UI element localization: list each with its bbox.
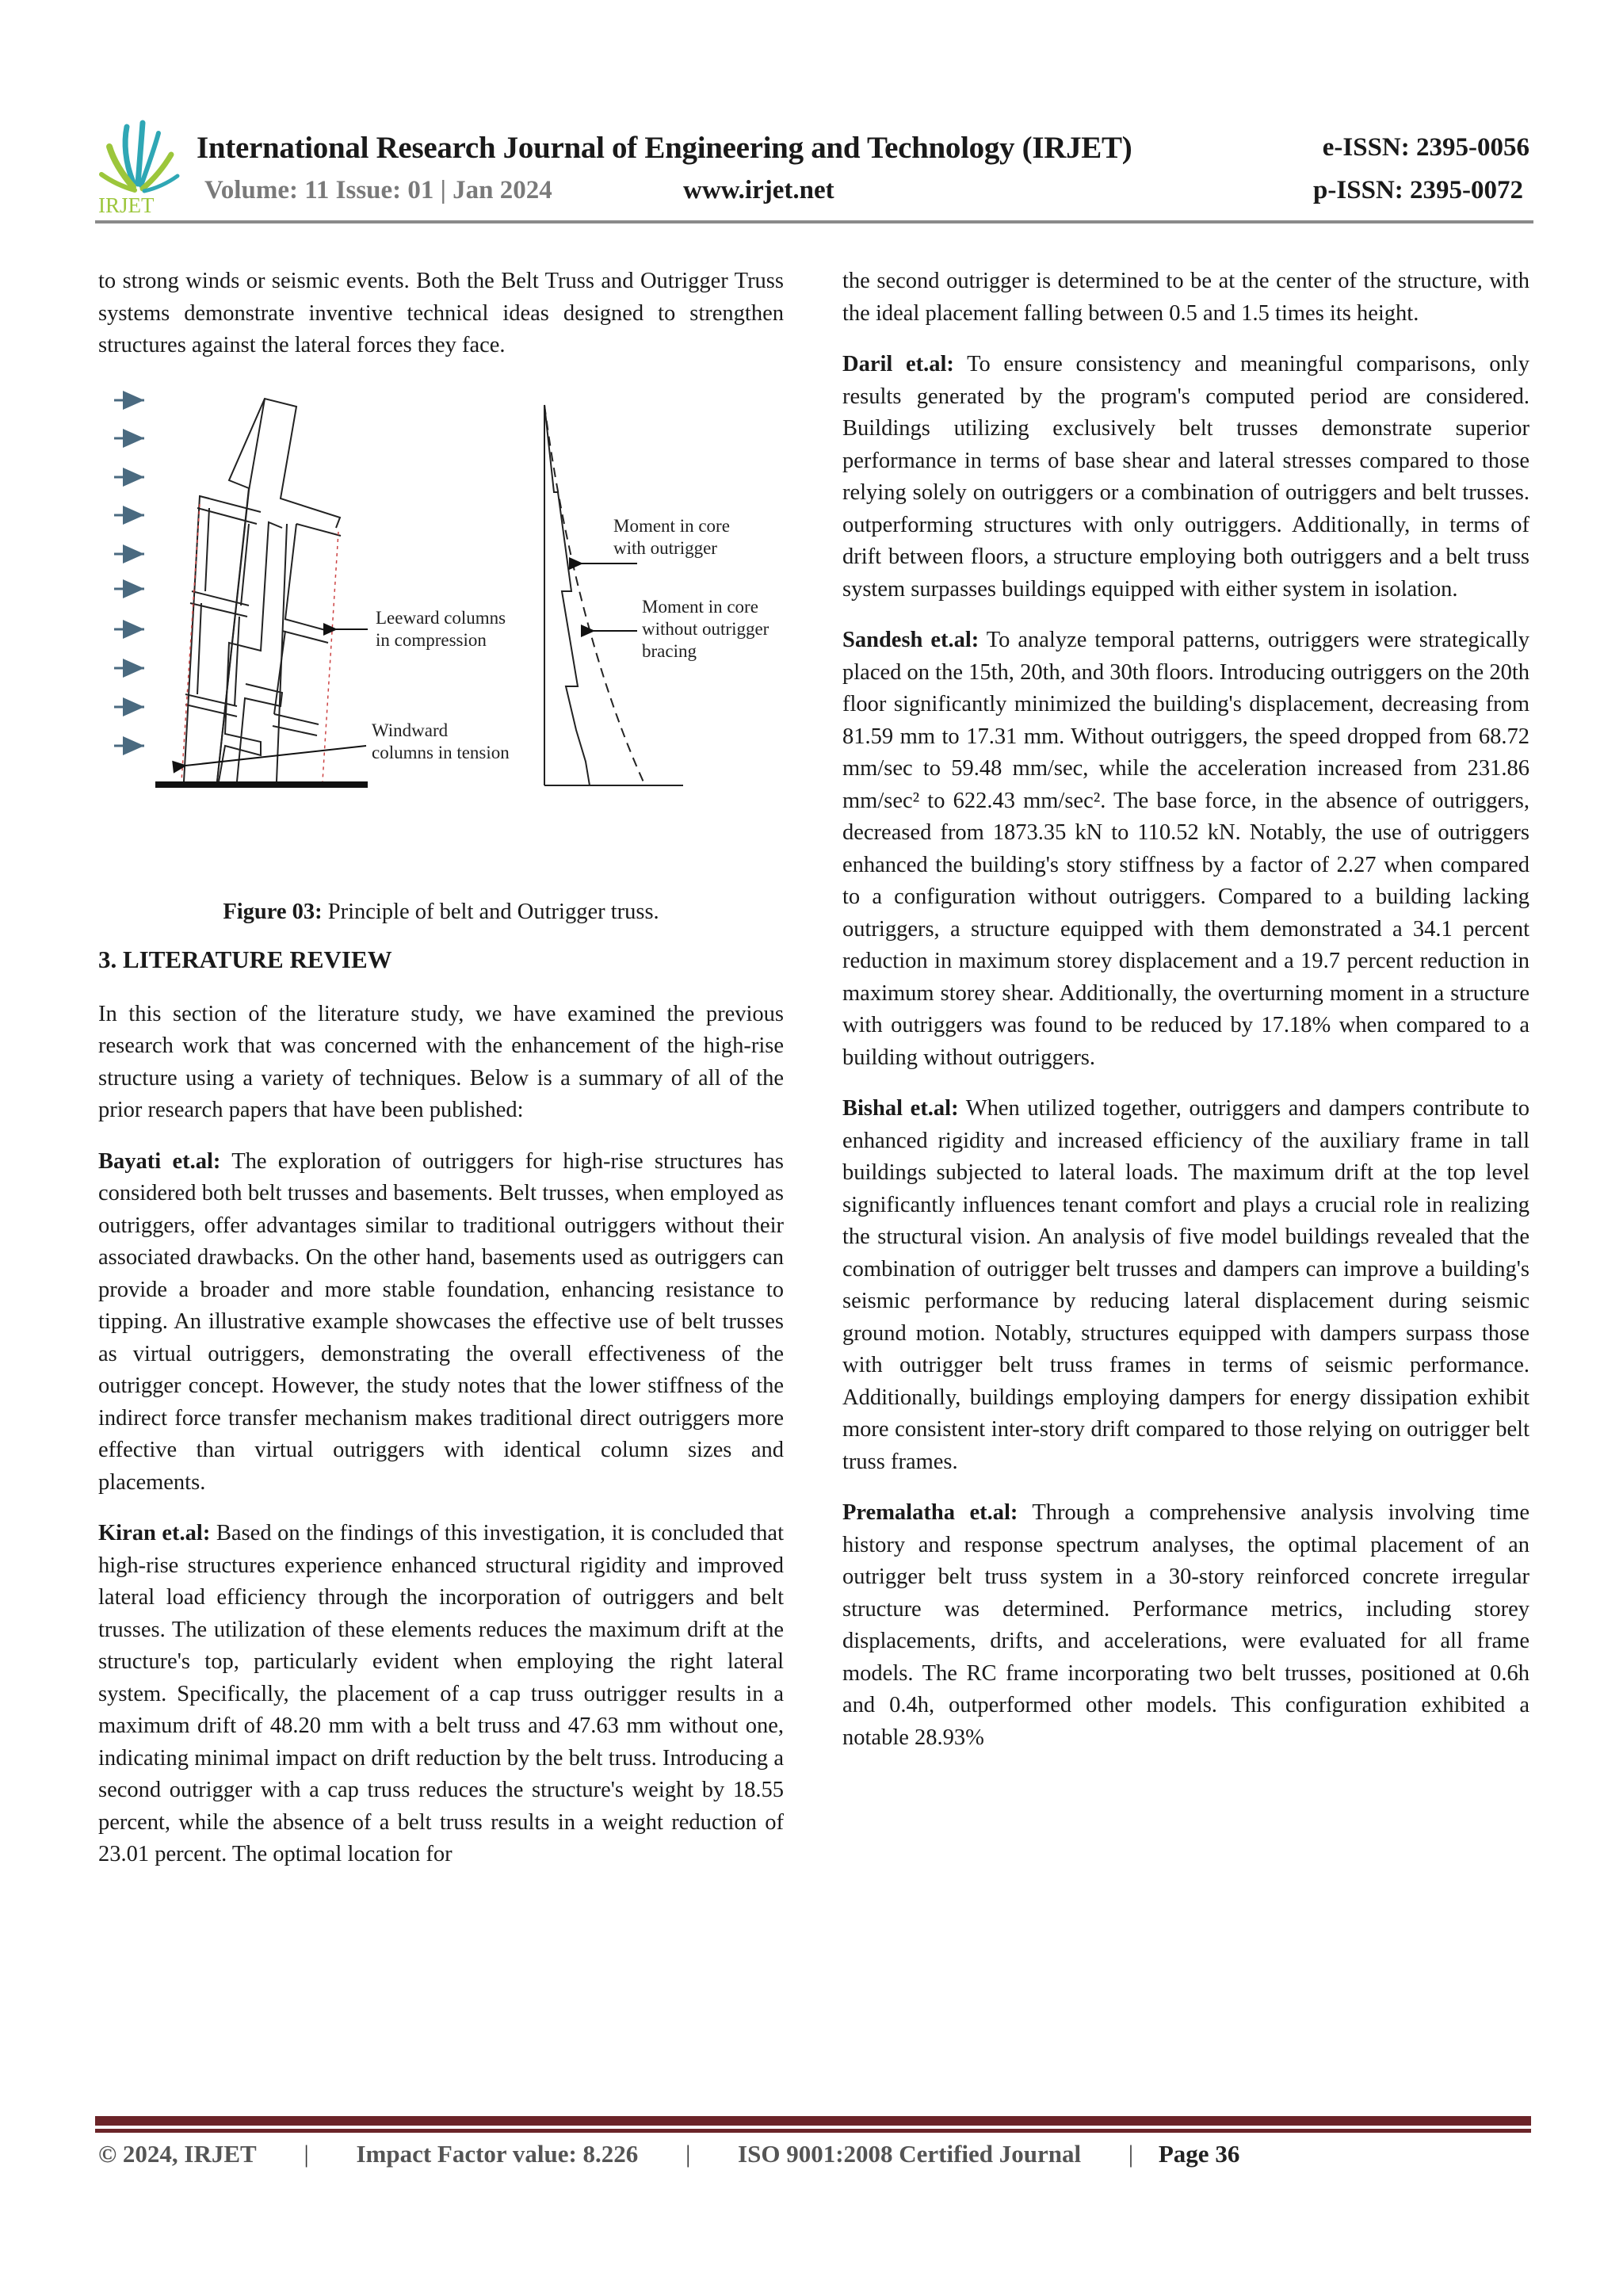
footer-copyright: © 2024, IRJET <box>98 2140 257 2168</box>
website-link[interactable]: www.irjet.net <box>683 176 834 204</box>
right-column <box>842 266 1529 1773</box>
eissn: e-ISSN: 2395-0056 <box>1322 133 1529 162</box>
svg-text:Windward: Windward <box>372 720 449 740</box>
svg-text:without outrigger: without outrigger <box>642 618 769 639</box>
figure-caption-label: Figure 03: <box>223 899 323 924</box>
review-text: To analyze temporal patterns, outriggers were strategically placed on the 15th, 20th, and 30th floors. Introducing outriggers on the 20th floor significantly minimized the building's displacement, decreasing from 81.59 mm to 17.31 mm. Without outriggers, the speed dropped from 68.72 mm/sec to 59.48 mm/sec, while the acceleration increased from 231.86 mm/sec² to 622.43 mm/sec². The base force, in the absence of outriggers, decreased from 1873.35 kN to 110.52 kN. Notably, the use of outriggers enhanced the building's story stiffness by a factor of 2.27 when compared to a configuration without outriggers. Compared to a building lacking outriggers, a structure equipped with them demonstrated a 34.1 percent reduction in maximum storey displacement and a 19.7 percent reduction in maximum storey shear. Additionally, the overturning moment in a structure with outriggers was found to be reduced by 17.18% when compared to a building without outriggers. <box>842 628 1529 1070</box>
review-daril <box>842 349 1529 606</box>
footer-page-number: Page 36 <box>1158 2140 1240 2168</box>
footer-impact-factor: Impact Factor value: 8.226 <box>356 2140 639 2168</box>
author-label: Kiran et.al: <box>98 1521 211 1545</box>
footer-separator: | <box>1128 2140 1134 2168</box>
svg-text:bracing: bracing <box>642 640 697 661</box>
section-intro-paragraph: In this section of the literature study, we have examined the previous research work that was concerned with the enhancement of the high-rise structure using a variety of techniques. Below is a summary of all of the prior research papers that have been published: <box>98 1001 784 1122</box>
footer-bar <box>95 2116 1531 2126</box>
page-footer <box>98 2140 1239 2168</box>
journal-header <box>95 119 1545 214</box>
belt-outrigger-diagram <box>98 381 784 873</box>
left-column <box>98 266 784 1890</box>
review-text: To ensure consistency and meaningful comparisons, only results generated by the program's computed period are considered. Buildings utilizing exclusively belt trusses demonstrate superior performance in terms of base shear and lateral stresses compared to those relying solely on outriggers or a combination of outriggers and belt trusses. outperforming structures with only outriggers. Additionally, in terms of drift between floors, a structure employing both outriggers and a belt truss system surpasses buildings equipped with either system in isolation. <box>842 352 1529 602</box>
author-label: Bishal et.al: <box>842 1096 959 1121</box>
wind-arrows-icon <box>114 400 144 746</box>
svg-text:Moment in core: Moment in core <box>642 596 758 617</box>
review-bishal <box>842 1093 1529 1478</box>
footer-separator: | <box>685 2140 691 2168</box>
footer-separator: | <box>304 2140 309 2168</box>
svg-text:with outrigger: with outrigger <box>613 537 717 558</box>
figure-caption <box>98 896 784 929</box>
footer-bar-thin <box>95 2129 1531 2133</box>
review-bayati <box>98 1146 784 1499</box>
svg-text:columns in tension: columns in tension <box>372 742 510 762</box>
review-text: When utilized together, outriggers and dampers contribute to enhanced rigidity and increased efficiency of the auxiliary frame in tall buildings subjected to lateral loads. The maximum drift at the top level significantly influences tenant comfort and plays a crucial role in realizing the structural vision. An analysis of five model buildings revealed that the combination of outrigger belt trusses and dampers can improve a building's seismic performance by reducing lateral displacement during seismic ground motion. Notably, structures equipped with dampers surpass those with outrigger belt truss frames in terms of seismic performance. Additionally, buildings employing dampers for energy dissipation exhibit more consistent inter-story drift compared to those relying on outrigger belt truss frames. <box>842 1096 1529 1474</box>
irjet-logo-icon <box>95 119 182 214</box>
review-premalatha <box>842 1497 1529 1754</box>
svg-text:Moment in core: Moment in core <box>613 515 730 536</box>
figure-caption-text: Principle of belt and Outrigger truss. <box>322 899 659 924</box>
author-label: Sandesh et.al: <box>842 628 980 652</box>
continuation-paragraph: the second outrigger is determined to be at the center of the structure, with the ideal placement falling between 0.5 and 1.5 times its height. <box>842 269 1529 326</box>
pissn: p-ISSN: 2395-0072 <box>1313 176 1523 204</box>
review-text: The exploration of outriggers for high-rise structures has considered both belt trusses and basements. Belt trusses, when employed as outriggers, offer advantages similar to traditional outriggers without their associated drawbacks. On the other hand, basements used as outriggers can provide a broader and more stable foundation, enhancing resistance to tipping. An illustrative example showcases the effective use of belt trusses as virtual outriggers, demonstrating the overall effectiveness of the outrigger concept. However, the study notes that the lower stiffness of the indirect force transfer mechanism makes traditional direct outriggers more effective than virtual outriggers with identical column sizes and placements. <box>98 1148 785 1495</box>
review-text: Based on the findings of this investigation, it is concluded that high-rise structures experience enhanced structural rigidity and improved lateral load efficiency through the incorporation of outriggers and belt trusses. The utilization of these elements reduces the maximum drift at the structure's top, particularly evident when employing the right lateral system. Specifically, the placement of a cap truss outrigger results in a maximum drift of 48.20 mm with a belt truss and 47.63 mm without one, indicating minimal impact on drift reduction by the belt truss. Introducing a second outrigger with a cap truss reduces the structure's weight by 18.55 percent, while the absence of a belt truss results in a weight reduction of 23.01 percent. The optimal location for <box>98 1521 785 1866</box>
author-label: Daril et.al: <box>842 352 954 376</box>
review-sandesh <box>842 625 1529 1074</box>
volume-issue: Volume: 11 Issue: 01 | Jan 2024 <box>204 176 552 204</box>
author-label: Bayati et.al: <box>98 1148 221 1174</box>
footer-iso: ISO 9001:2008 Certified Journal <box>738 2140 1082 2168</box>
section-heading: 3. LITERATURE REVIEW <box>98 946 392 973</box>
ground-base <box>155 781 368 788</box>
svg-text:IRJET: IRJET <box>98 193 155 214</box>
svg-text:in compression: in compression <box>376 629 487 650</box>
svg-text:Leeward columns: Leeward columns <box>376 607 506 628</box>
figure-belt-outrigger <box>98 381 784 873</box>
review-kiran <box>98 1518 784 1871</box>
author-label: Premalatha et.al: <box>842 1500 1018 1525</box>
journal-title: International Research Journal of Engineering and Technology (IRJET) <box>197 131 1132 165</box>
review-text: Through a comprehensive analysis involving time history and response spectrum analyses, the optimal placement of an outrigger belt truss system in a 30-story reinforced concrete irregular structure was determined. Performance metrics, including storey displacements, drifts, and accelerations, were evaluated for all frame models. The RC frame incorporating two belt trusses, positioned at 0.6h and 0.4h, outperformed other models. This configuration exhibited a notable 28.93% <box>842 1500 1529 1750</box>
intro-paragraph: to strong winds or seismic events. Both the Belt Truss and Outrigger Truss systems demonstrate inventive technical ideas designed to strengthen structures against the lateral forces they face. <box>98 269 784 357</box>
header-divider <box>95 220 1533 223</box>
